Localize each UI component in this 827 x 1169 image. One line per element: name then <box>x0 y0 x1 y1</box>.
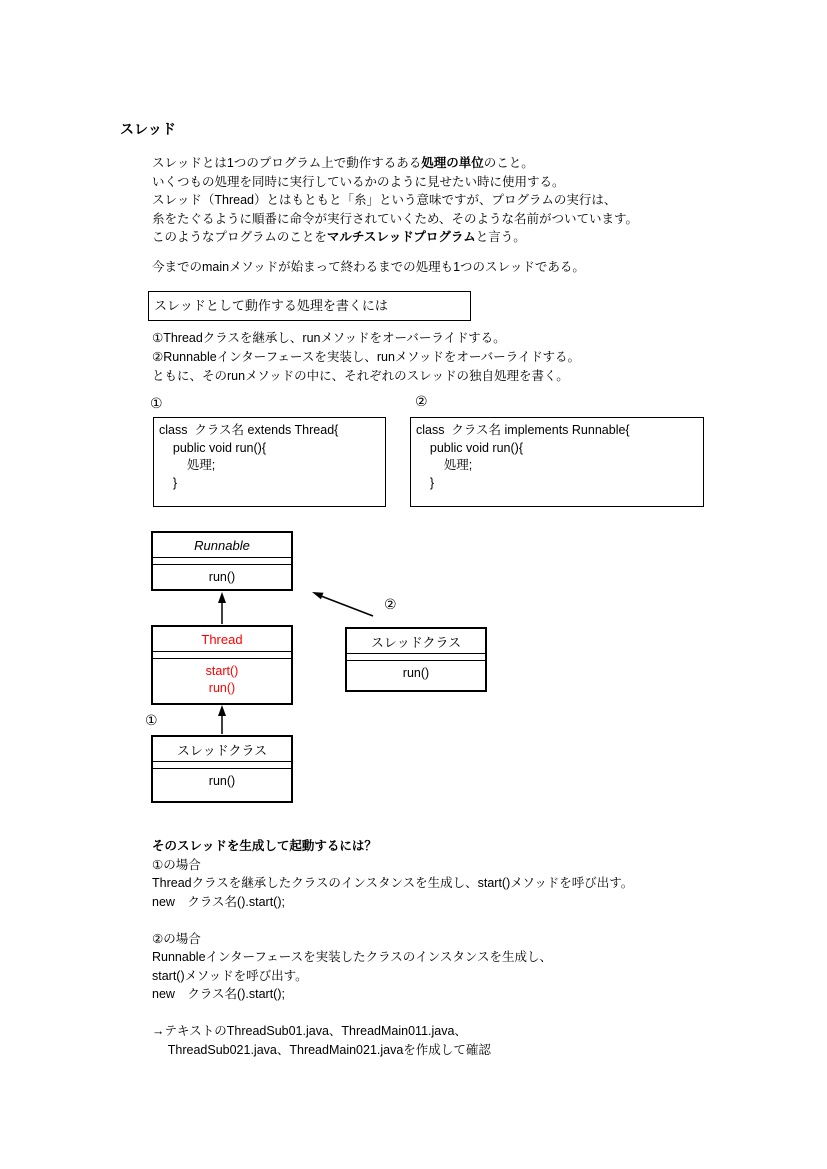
uml-implementing-class-attrs-compartment <box>347 654 485 661</box>
uml-extending-class-box <box>151 735 293 803</box>
uml-thread-class-box <box>151 625 293 705</box>
howto-heading-text: スレッドとして動作する処理を書くには <box>154 298 388 313</box>
uml-thread-methods: start() run() <box>205 664 239 695</box>
diagram-label-implements: ② <box>384 596 397 612</box>
code-sample-extends-thread: class クラス名 extends Thread{ public void run(){ 処理; } <box>153 417 386 507</box>
intro-note: 今までのmainメソッドが始まって終わるまでの処理も1つのスレッドである。 <box>152 260 585 274</box>
diagram-label-extends: ① <box>145 712 158 728</box>
launch-section: そのスレッドを生成して起動するには？ ①の場合 Threadクラスを継承したクラスのインスタンスを生成し、start()メソッドを呼び出す。 new クラス名().start(); ②の場合 Runnableインターフェースを実装したクラスのインスタンスを生成し、 start()メソッドを呼び出す。 new クラス名().start(); →テキストのThreadSub01.java、ThreadMain011.java、 ThreadSub021.java、ThreadMain021.javaを作成して確認 <box>152 839 634 1057</box>
class-to-thread-arrow <box>218 705 226 734</box>
uml-thread-attrs-compartment <box>153 652 291 659</box>
uml-runnable-title: Runnable <box>153 533 291 558</box>
code-sample-2-label: ② <box>415 393 428 409</box>
code-sample-1-label: ① <box>150 395 163 411</box>
uml-runnable-interface-box <box>151 531 293 591</box>
code-sample-implements-runnable: class クラス名 implements Runnable{ public void run(){ 処理; } <box>410 417 704 507</box>
uml-extending-class-title: スレッドクラス <box>153 737 291 762</box>
intro-paragraph: スレッドとは1つのプログラム上で動作するある処理の単位のこと。 いくつもの処理を同時に実行しているかのように見せたい時に使用する。 スレッド（Thread）とはもともと「糸」という意味ですが、プログラムの実行は、 糸をたぐるように順番に命令が実行されていくため、そのような名前がついています。 このようなプログラムのことをマルチスレッドプログラムと言う。 <box>152 156 639 244</box>
howto-heading-box <box>148 291 471 321</box>
uml-implementing-class-title: スレッドクラス <box>347 629 485 654</box>
uml-runnable-methods: run() <box>208 570 236 584</box>
uml-implementing-class-methods: run() <box>402 666 430 680</box>
uml-extending-class-attrs-compartment <box>153 762 291 769</box>
uml-implementing-class-box <box>345 627 487 692</box>
class-to-runnable-arrow <box>312 592 373 616</box>
uml-extending-class-methods: run() <box>208 774 236 788</box>
uml-runnable-attrs-compartment <box>153 558 291 565</box>
howto-steps: ①Threadクラスを継承し、runメソッドをオーバーライドする。 ②Runnableインターフェースを実装し、runメソッドをオーバーライドする。 ともに、そのrunメソッドの中に、それぞれのスレッドの独自処理を書く。 <box>152 331 581 383</box>
page-title: スレッド <box>120 121 176 137</box>
thread-to-runnable-arrow <box>218 592 226 624</box>
uml-thread-title: Thread <box>153 627 291 652</box>
